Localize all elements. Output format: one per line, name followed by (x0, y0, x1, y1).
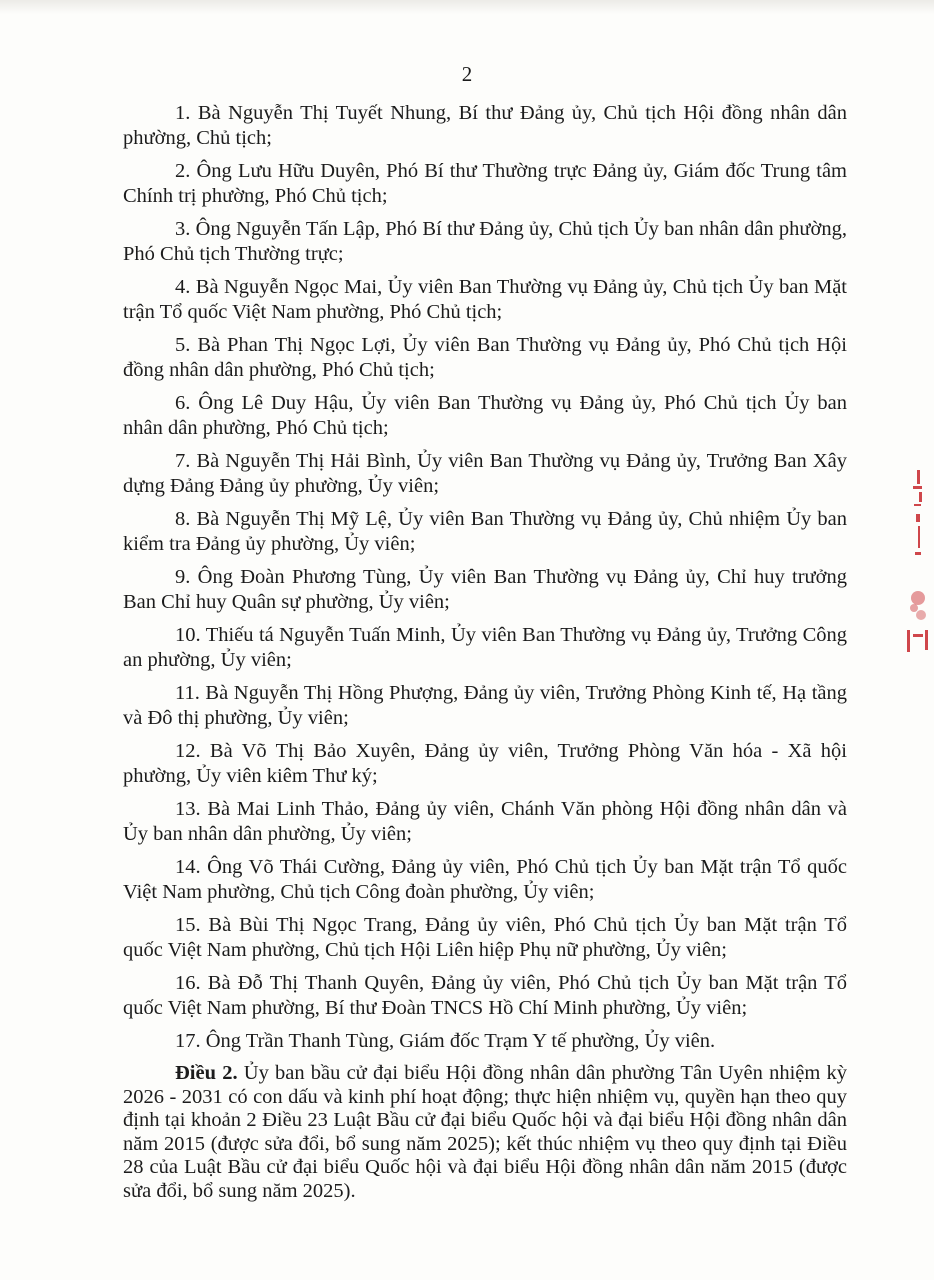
scan-edge-shadow (0, 0, 934, 14)
member-item: 13. Bà Mai Linh Thảo, Đảng ủy viên, Chánh Văn phòng Hội đồng nhân dân và Ủy ban nhân dân phường, Ủy viên; (123, 798, 847, 845)
member-item: 7. Bà Nguyễn Thị Hải Bình, Ủy viên Ban Thường vụ Đảng ủy, Trưởng Ban Xây dựng Đảng Đảng ủy phường, Ủy viên; (123, 450, 847, 497)
page-number: 2 (461, 62, 473, 86)
member-item: 1. Bà Nguyễn Thị Tuyết Nhung, Bí thư Đảng ủy, Chủ tịch Hội đồng nhân dân phường, Chủ tịch; (123, 102, 847, 149)
document-body (123, 101, 847, 1203)
article-2 (123, 1062, 847, 1203)
member-item: 12. Bà Võ Thị Bảo Xuyên, Đảng ủy viên, Trưởng Phòng Văn hóa - Xã hội phường, Ủy viên kiêm Thư ký; (123, 740, 847, 787)
member-item: 17. Ông Trần Thanh Tùng, Giám đốc Trạm Y tế phường, Ủy viên. (175, 1030, 716, 1052)
member-item: 14. Ông Võ Thái Cường, Đảng ủy viên, Phó Chủ tịch Ủy ban Mặt trận Tổ quốc Việt Nam phường, Chủ tịch Công đoàn phường, Ủy viên; (123, 856, 847, 903)
member-item: 15. Bà Bùi Thị Ngọc Trang, Đảng ủy viên, Phó Chủ tịch Ủy ban Mặt trận Tổ quốc Việt Nam phường, Chủ tịch Hội Liên hiệp Phụ nữ phường, Ủy viên; (123, 914, 847, 961)
member-item: 8. Bà Nguyễn Thị Mỹ Lệ, Ủy viên Ban Thường vụ Đảng ủy, Chủ nhiệm Ủy ban kiểm tra Đảng ủy phường, Ủy viên; (123, 508, 847, 555)
member-item: 16. Bà Đỗ Thị Thanh Quyên, Đảng ủy viên, Phó Chủ tịch Ủy ban Mặt trận Tổ quốc Việt Nam phường, Bí thư Đoàn TNCS Hồ Chí Minh phường, Ủy viên; (123, 972, 847, 1019)
member-item: 11. Bà Nguyễn Thị Hồng Phượng, Đảng ủy viên, Trưởng Phòng Kinh tế, Hạ tầng và Đô thị phường, Ủy viên; (123, 682, 847, 729)
member-item: 5. Bà Phan Thị Ngọc Lợi, Ủy viên Ban Thường vụ Đảng ủy, Phó Chủ tịch Hội đồng nhân dân phường, Phó Chủ tịch; (123, 334, 847, 381)
member-item: 9. Ông Đoàn Phương Tùng, Ủy viên Ban Thường vụ Đảng ủy, Chỉ huy trưởng Ban Chỉ huy Quân sự phường, Ủy viên; (123, 566, 847, 613)
member-item: 6. Ông Lê Duy Hậu, Ủy viên Ban Thường vụ Đảng ủy, Phó Chủ tịch Ủy ban nhân dân phường, Phó Chủ tịch; (123, 392, 847, 439)
red-stamp-edge-mark (905, 470, 931, 655)
article-label: Điều 2. (175, 1062, 238, 1084)
member-item: 2. Ông Lưu Hữu Duyên, Phó Bí thư Thường trực Đảng ủy, Giám đốc Trung tâm Chính trị phường, Phó Chủ tịch; (123, 160, 847, 207)
member-item: 4. Bà Nguyễn Ngọc Mai, Ủy viên Ban Thường vụ Đảng ủy, Chủ tịch Ủy ban Mặt trận Tổ quốc Việt Nam phường, Phó Chủ tịch; (123, 276, 847, 323)
member-item: 3. Ông Nguyễn Tấn Lập, Phó Bí thư Đảng ủy, Chủ tịch Ủy ban nhân dân phường, Phó Chủ tịch Thường trực; (123, 218, 847, 265)
article-text: Ủy ban bầu cử đại biểu Hội đồng nhân dân phường Tân Uyên nhiệm kỳ 2026 - 2031 có con dấu và kinh phí hoạt động; thực hiện nhiệm vụ, quyền hạn theo quy định tại khoản 2 Điều 23 Luật Bầu cử đại biểu Quốc hội và đại biểu Hội đồng nhân dân năm 2015 (được sửa đổi, bổ sung năm 2025); kết thúc nhiệm vụ theo quy định tại Điều 28 của Luật Bầu cử đại biểu Quốc hội và đại biểu Hội đồng nhân dân năm 2015 (được sửa đổi, bổ sung năm 2025). (123, 1062, 847, 1202)
member-item: 10. Thiếu tá Nguyễn Tuấn Minh, Ủy viên Ban Thường vụ Đảng ủy, Trưởng Công an phường, Ủy viên; (123, 624, 847, 671)
